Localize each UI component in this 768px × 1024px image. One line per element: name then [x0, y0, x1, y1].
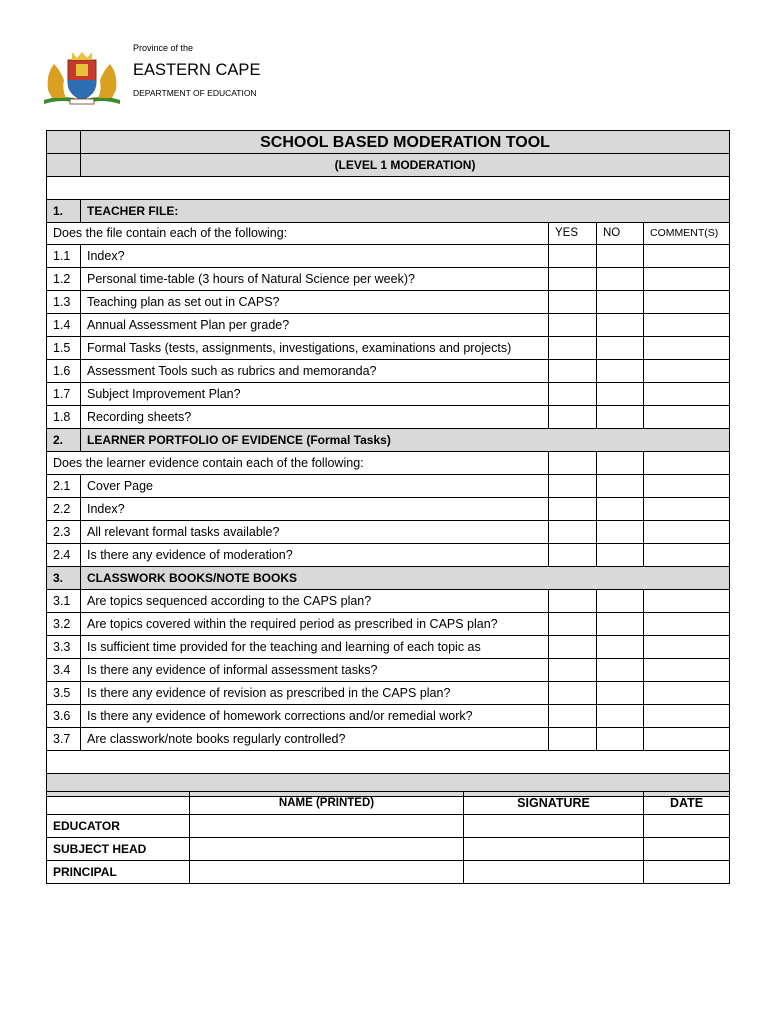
- no-cell[interactable]: [597, 245, 644, 268]
- comment-cell[interactable]: [644, 245, 730, 268]
- item-question: Recording sheets?: [81, 406, 549, 429]
- no-cell[interactable]: [597, 498, 644, 521]
- document-subtitle: (LEVEL 1 MODERATION): [81, 154, 730, 177]
- item-question: Assessment Tools such as rubrics and memoranda?: [81, 360, 549, 383]
- item-number: 3.4: [47, 659, 81, 682]
- document-title: SCHOOL BASED MODERATION TOOL: [81, 131, 730, 154]
- yes-cell[interactable]: [549, 360, 597, 383]
- section-number: 3.: [47, 567, 81, 590]
- item-question: Subject Improvement Plan?: [81, 383, 549, 406]
- no-cell[interactable]: [597, 705, 644, 728]
- comment-cell[interactable]: [644, 268, 730, 291]
- no-cell[interactable]: [597, 360, 644, 383]
- yes-cell[interactable]: [549, 452, 597, 475]
- yes-cell[interactable]: [549, 521, 597, 544]
- yes-cell[interactable]: [549, 590, 597, 613]
- yes-cell[interactable]: [549, 291, 597, 314]
- signoff-corner-cell: [47, 792, 190, 815]
- signoff-role-subject-head: SUBJECT HEAD: [47, 838, 190, 861]
- comment-cell[interactable]: [644, 337, 730, 360]
- comment-cell[interactable]: [644, 475, 730, 498]
- date-cell[interactable]: [644, 815, 730, 838]
- name-column-header: NAME (PRINTED): [190, 792, 464, 815]
- section-number: 1.: [47, 200, 81, 223]
- name-cell[interactable]: [190, 861, 464, 884]
- section-question: Does the file contain each of the following:: [47, 223, 549, 245]
- yes-cell[interactable]: [549, 705, 597, 728]
- item-question: Are classwork/note books regularly controlled?: [81, 728, 549, 751]
- signature-cell[interactable]: [464, 838, 644, 861]
- item-question: Is there any evidence of revision as prescribed in the CAPS plan?: [81, 682, 549, 705]
- comment-column-header: COMMENT(S): [644, 223, 730, 245]
- item-question: All relevant formal tasks available?: [81, 521, 549, 544]
- no-cell[interactable]: [597, 682, 644, 705]
- no-cell[interactable]: [597, 268, 644, 291]
- department-name: DEPARTMENT OF EDUCATION: [133, 88, 257, 98]
- yes-cell[interactable]: [549, 406, 597, 429]
- name-cell[interactable]: [190, 838, 464, 861]
- section-title: CLASSWORK BOOKS/NOTE BOOKS: [81, 567, 730, 590]
- spacer-row: [47, 177, 730, 200]
- no-cell[interactable]: [597, 521, 644, 544]
- no-cell[interactable]: [597, 590, 644, 613]
- item-question: Formal Tasks (tests, assignments, investigations, examinations and projects): [81, 337, 549, 360]
- date-cell[interactable]: [644, 838, 730, 861]
- item-number: 3.6: [47, 705, 81, 728]
- no-cell[interactable]: [597, 475, 644, 498]
- item-number: 3.7: [47, 728, 81, 751]
- name-cell[interactable]: [190, 815, 464, 838]
- item-number: 1.7: [47, 383, 81, 406]
- item-number: 1.5: [47, 337, 81, 360]
- yes-cell[interactable]: [549, 314, 597, 337]
- comment-cell[interactable]: [644, 728, 730, 751]
- item-number: 1.3: [47, 291, 81, 314]
- no-cell[interactable]: [597, 728, 644, 751]
- no-cell[interactable]: [597, 383, 644, 406]
- item-number: 3.5: [47, 682, 81, 705]
- item-question: Annual Assessment Plan per grade?: [81, 314, 549, 337]
- item-number: 1.2: [47, 268, 81, 291]
- section-question: Does the learner evidence contain each of the following:: [47, 452, 549, 475]
- comment-cell[interactable]: [644, 636, 730, 659]
- comment-cell[interactable]: [644, 659, 730, 682]
- no-cell[interactable]: [597, 452, 644, 475]
- item-number: 1.4: [47, 314, 81, 337]
- comment-cell[interactable]: [644, 544, 730, 567]
- section-title: LEARNER PORTFOLIO OF EVIDENCE (Formal Tasks): [81, 429, 730, 452]
- yes-cell[interactable]: [549, 498, 597, 521]
- comment-cell[interactable]: [644, 406, 730, 429]
- province-name: EASTERN CAPE: [133, 61, 261, 79]
- item-question: Are topics covered within the required period as prescribed in CAPS plan?: [81, 613, 549, 636]
- yes-cell[interactable]: [549, 728, 597, 751]
- subtitle-corner-cell: [47, 154, 81, 177]
- no-cell[interactable]: [597, 544, 644, 567]
- yes-column-header: YES: [549, 223, 597, 245]
- yes-cell[interactable]: [549, 475, 597, 498]
- item-number: 1.8: [47, 406, 81, 429]
- no-cell[interactable]: [597, 406, 644, 429]
- signoff-table: [46, 791, 730, 884]
- signoff-role-educator: EDUCATOR: [47, 815, 190, 838]
- item-number: 3.1: [47, 590, 81, 613]
- item-question: Index?: [81, 498, 549, 521]
- item-number: 2.3: [47, 521, 81, 544]
- item-number: 3.2: [47, 613, 81, 636]
- comment-cell[interactable]: [644, 613, 730, 636]
- no-cell[interactable]: [597, 613, 644, 636]
- comment-cell[interactable]: [644, 452, 730, 475]
- yes-cell[interactable]: [549, 613, 597, 636]
- no-cell[interactable]: [597, 291, 644, 314]
- date-cell[interactable]: [644, 861, 730, 884]
- item-question: Are topics sequenced according to the CAPS plan?: [81, 590, 549, 613]
- item-question: Is there any evidence of informal assessment tasks?: [81, 659, 549, 682]
- yes-cell[interactable]: [549, 337, 597, 360]
- item-number: 2.1: [47, 475, 81, 498]
- yes-cell[interactable]: [549, 636, 597, 659]
- item-number: 3.3: [47, 636, 81, 659]
- yes-cell[interactable]: [549, 268, 597, 291]
- item-number: 1.6: [47, 360, 81, 383]
- blank-row: [47, 751, 730, 774]
- item-question: Is sufficient time provided for the teaching and learning of each topic as: [81, 636, 549, 659]
- yes-cell[interactable]: [549, 383, 597, 406]
- yes-cell[interactable]: [549, 544, 597, 567]
- item-question: Personal time-table (3 hours of Natural Science per week)?: [81, 268, 549, 291]
- yes-cell[interactable]: [549, 245, 597, 268]
- signoff-role-principal: PRINCIPAL: [47, 861, 190, 884]
- item-question: Is there any evidence of moderation?: [81, 544, 549, 567]
- section-number: 2.: [47, 429, 81, 452]
- coat-of-arms-icon: [42, 50, 122, 106]
- no-cell[interactable]: [597, 337, 644, 360]
- comment-cell[interactable]: [644, 705, 730, 728]
- item-question: Teaching plan as set out in CAPS?: [81, 291, 549, 314]
- section-title: TEACHER FILE:: [81, 200, 730, 223]
- signature-cell[interactable]: [464, 815, 644, 838]
- comment-cell[interactable]: [644, 521, 730, 544]
- comment-cell[interactable]: [644, 291, 730, 314]
- comment-cell[interactable]: [644, 360, 730, 383]
- no-cell[interactable]: [597, 636, 644, 659]
- moderation-checklist-table: [46, 130, 730, 797]
- province-of-label: Province of the: [133, 43, 194, 53]
- no-column-header: NO: [597, 223, 644, 245]
- no-cell[interactable]: [597, 659, 644, 682]
- yes-cell[interactable]: [549, 682, 597, 705]
- item-question: Cover Page: [81, 475, 549, 498]
- date-column-header: DATE: [644, 792, 730, 815]
- comment-cell[interactable]: [644, 314, 730, 337]
- yes-cell[interactable]: [549, 659, 597, 682]
- item-number: 1.1: [47, 245, 81, 268]
- item-number: 2.4: [47, 544, 81, 567]
- item-question: Is there any evidence of homework corrections and/or remedial work?: [81, 705, 549, 728]
- comment-cell[interactable]: [644, 682, 730, 705]
- signature-column-header: SIGNATURE: [464, 792, 644, 815]
- no-cell[interactable]: [597, 314, 644, 337]
- comment-cell[interactable]: [644, 383, 730, 406]
- item-number: 2.2: [47, 498, 81, 521]
- comment-cell[interactable]: [644, 590, 730, 613]
- signature-cell[interactable]: [464, 861, 644, 884]
- comment-cell[interactable]: [644, 498, 730, 521]
- title-corner-cell: [47, 131, 81, 154]
- letterhead: [0, 0, 768, 120]
- item-question: Index?: [81, 245, 549, 268]
